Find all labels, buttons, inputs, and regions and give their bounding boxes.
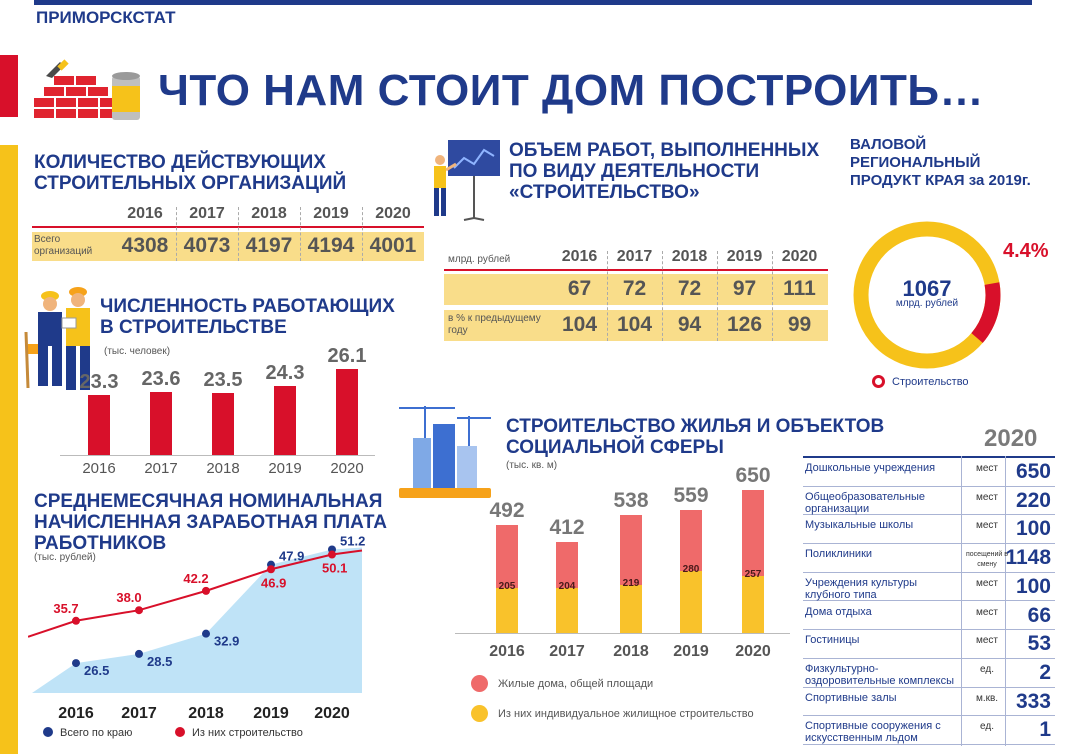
- salary-constr-label: 35.7: [53, 600, 79, 616]
- salary-total-point: [202, 630, 210, 638]
- workers-bar-label: 26.1: [327, 345, 367, 367]
- salary-title-line2: НАЧИСЛЕННАЯ ЗАРАБОТНАЯ ПЛАТА: [34, 512, 388, 533]
- salary-x-label: 2020: [314, 705, 350, 722]
- housing-total-label: 412: [549, 516, 585, 540]
- orgs-year: 2020: [375, 205, 411, 222]
- workers-unit: (тыс. человек): [104, 346, 171, 357]
- salary-constr-label: 46.9: [261, 575, 287, 591]
- works-value: 111: [783, 277, 816, 300]
- salary-constr-label: 42.2: [183, 570, 209, 586]
- workers-axis: [60, 455, 375, 456]
- social-row-name: Гостиницы: [805, 634, 860, 647]
- works-value: 67: [567, 277, 592, 300]
- housing-legend-ind-marker: [471, 705, 488, 722]
- works-year: 2018: [671, 248, 708, 265]
- housing-total-label: 492: [489, 498, 525, 522]
- social-row-value: 333: [1015, 689, 1051, 713]
- housing-total-label: 650: [735, 464, 771, 487]
- workers-bar: [274, 386, 296, 455]
- salary-total-point: [135, 650, 143, 658]
- social-row: [803, 688, 1055, 717]
- social-row-value: 220: [1015, 488, 1051, 512]
- social-row-unit: мест: [975, 463, 999, 474]
- salary-legend-total-marker: [43, 727, 53, 737]
- works-pct-value: 104: [616, 313, 653, 336]
- housing-title: [506, 416, 884, 458]
- salary-constr-point: [267, 565, 275, 573]
- workers-x-label: 2019: [268, 460, 302, 477]
- social-row-value: 66: [1027, 603, 1051, 627]
- social-row: [803, 630, 1055, 659]
- social-row-unit: ед.: [980, 721, 994, 733]
- works-pct-label: в % к предыдущему году: [448, 313, 541, 336]
- housing-legend-total-marker: [471, 675, 488, 692]
- works-year: 2016: [561, 248, 598, 265]
- grp-title-line3: ПРОДУКТ КРАЯ за 2019г.: [850, 172, 1031, 189]
- social-row-value: 53: [1027, 632, 1051, 656]
- salary-title-line1: СРЕДНЕМЕСЯЧНАЯ НОМИНАЛЬНАЯ: [34, 491, 383, 512]
- housing-x-label: 2018: [613, 643, 649, 660]
- orgs-header-rule: [32, 226, 424, 228]
- salary-x-label: 2016: [58, 705, 94, 722]
- salary-unit: (тыс. рублей): [34, 552, 96, 563]
- works-value: 72: [622, 277, 647, 300]
- salary-total-label: 26.5: [84, 663, 110, 679]
- grp-title-line1: ВАЛОВОЙ: [850, 136, 927, 153]
- orgs-value: 4073: [183, 234, 231, 257]
- salary-title-line3: РАБОТНИКОВ: [34, 533, 167, 554]
- social-row-value: 100: [1015, 574, 1051, 598]
- salary-total-label: 47.9: [279, 548, 305, 564]
- housing-x-label: 2016: [489, 643, 525, 660]
- salary-constr-point: [72, 617, 80, 625]
- salary-constr-point: [328, 551, 336, 559]
- social-row-value: 1: [1039, 718, 1051, 742]
- workers-x-label: 2018: [206, 460, 240, 477]
- salary-legend-constr-label: Из них строительство: [192, 727, 303, 739]
- housing-x-label: 2019: [673, 643, 709, 660]
- housing-ind-bar: [742, 576, 764, 633]
- social-row-name: Спортивные залы: [805, 691, 897, 704]
- salary-total-label: 28.5: [147, 653, 173, 669]
- salary-total-label: 32.9: [214, 633, 240, 649]
- salary-x-label: 2019: [253, 705, 289, 722]
- top-rule: [34, 0, 1032, 5]
- social-row: [803, 458, 1055, 487]
- orgs-year: 2017: [189, 205, 225, 222]
- housing-ind-bar: [680, 571, 702, 633]
- workers-bar-label: 23.6: [141, 367, 181, 390]
- housing-ind-label: 280: [682, 564, 700, 576]
- social-row: [803, 659, 1055, 688]
- orgs-title-line2: СТРОИТЕЛЬНЫХ ОРГАНИЗАЦИЙ: [34, 173, 347, 194]
- social-row-name: Дошкольные учреждения: [805, 462, 936, 474]
- works-unit-label: млрд. рублей: [448, 254, 511, 265]
- social-row: [803, 573, 1055, 602]
- social-row-unit: м.кв.: [975, 692, 999, 704]
- orgs-year: 2018: [251, 205, 287, 222]
- works-title-line3: «СТРОИТЕЛЬСТВО»: [509, 182, 700, 203]
- orgs-year: 2016: [127, 205, 163, 222]
- works-year: 2019: [726, 248, 763, 265]
- left-accent-red: [0, 55, 18, 117]
- workers-bar: [336, 369, 358, 455]
- works-pct-value: 104: [561, 313, 598, 336]
- salary-constr-label: 38.0: [116, 590, 142, 606]
- housing-ind-label: 204: [558, 581, 576, 593]
- social-row-name: Музыкальные школы: [805, 519, 914, 532]
- grp-legend-marker: [872, 375, 885, 388]
- works-header-rule: [444, 269, 828, 271]
- works-value: 72: [677, 277, 702, 300]
- housing-x-label: 2017: [549, 643, 585, 660]
- workers-title-line1: ЧИСЛЕННОСТЬ РАБОТАЮЩИХ: [100, 296, 395, 317]
- org-name: ПРИМОРСКСТАТ: [36, 8, 176, 27]
- social-row-unit: посещений в смену: [966, 551, 1008, 569]
- housing-ind-label: 257: [744, 569, 762, 581]
- orgs-title: [34, 152, 346, 194]
- social-row-unit: мест: [975, 520, 999, 532]
- social-row-unit: мест: [975, 606, 999, 618]
- salary-x-label: 2018: [188, 705, 224, 722]
- social-row-value: 1148: [1005, 546, 1051, 570]
- social-row-unit: мест: [975, 577, 999, 589]
- works-pct-value: 94: [677, 313, 702, 336]
- salary-legend-total-label: Всего по краю: [60, 727, 133, 739]
- works-value: 97: [732, 277, 757, 300]
- housing-ind-label: 205: [498, 580, 516, 592]
- housing-total-label: 559: [673, 484, 709, 508]
- social-row: [803, 487, 1055, 516]
- social-row-name: Учреждения культуры клубного типа: [805, 576, 918, 601]
- grp-center-value: 1067: [902, 276, 952, 301]
- housing-x-label: 2020: [735, 643, 771, 660]
- orgs-row-label: Всего организаций: [34, 234, 93, 257]
- housing-total-label: 538: [613, 488, 649, 512]
- left-accent-yellow: [0, 145, 18, 754]
- workers-bar-label: 23.3: [79, 370, 119, 393]
- workers-x-label: 2017: [144, 460, 178, 477]
- workers-title-line2: В СТРОИТЕЛЬСТВЕ: [100, 317, 287, 338]
- grp-share-label: 4.4%: [1003, 240, 1049, 262]
- housing-ind-bar: [556, 588, 578, 633]
- social-row-name: Спортивные сооружения с искусственным льдом: [805, 720, 941, 745]
- workers-title: [100, 296, 395, 338]
- works-year: 2020: [781, 248, 818, 265]
- social-row: [803, 515, 1055, 544]
- housing-ind-label: 219: [622, 577, 640, 589]
- housing-title-line1: СТРОИТЕЛЬСТВО ЖИЛЬЯ И ОБЪЕКТОВ: [506, 416, 885, 437]
- social-row-unit: ед.: [980, 663, 994, 675]
- housing-legend-total-label: Жилые дома, общей площади: [498, 678, 654, 690]
- social-row-value: 650: [1015, 460, 1051, 483]
- works-table: [444, 247, 828, 343]
- housing-title-line2: СОЦИАЛЬНОЙ СФЕРЫ: [506, 437, 724, 458]
- social-row-name: Общеобразовательные организации: [805, 490, 925, 515]
- works-pct-value: 99: [787, 313, 812, 336]
- grp-title: [850, 136, 1031, 190]
- housing-axis: [455, 633, 790, 634]
- salary-total-point: [72, 659, 80, 667]
- grp-legend-label: Строительство: [892, 376, 969, 388]
- social-row-unit: мест: [975, 635, 999, 647]
- workers-bar-label: 23.5: [203, 368, 243, 391]
- salary-x-label: 2017: [121, 705, 157, 722]
- salary-total-label: 51.2: [340, 533, 366, 549]
- orgs-value: 4194: [307, 234, 355, 257]
- housing-legend-ind-label: Из них индивидуальное жилищное строительство: [498, 708, 754, 720]
- workers-bar: [150, 392, 172, 455]
- salary-constr-point: [202, 587, 210, 595]
- social-row-value: 100: [1015, 517, 1051, 541]
- housing-ind-bar: [496, 588, 518, 633]
- brick-wall-icon: [34, 58, 144, 124]
- grp-title-line2: РЕГИОНАЛЬНЫЙ: [850, 154, 981, 171]
- workers-x-label: 2020: [330, 460, 364, 477]
- social-row-name: Дома отдыха: [805, 605, 872, 618]
- social-row-value: 2: [1039, 660, 1051, 684]
- orgs-title-line1: КОЛИЧЕСТВО ДЕЙСТВУЮЩИХ: [34, 152, 326, 173]
- orgs-value: 4001: [369, 234, 417, 257]
- salary-legend-constr-marker: [175, 727, 185, 737]
- social-row: [803, 544, 1055, 573]
- grp-center-unit: млрд. рублей: [895, 298, 959, 309]
- social-row-name: Поликлиники: [805, 548, 873, 561]
- salary-constr-label: 50.1: [322, 560, 348, 576]
- works-title: [509, 140, 819, 203]
- orgs-year: 2019: [313, 205, 349, 222]
- works-year: 2017: [616, 248, 653, 265]
- salary-constr-point: [135, 606, 143, 614]
- orgs-value: 4197: [245, 234, 293, 257]
- orgs-table: [32, 203, 424, 263]
- salary-area-chart: [28, 525, 372, 750]
- works-pct-value: 126: [726, 313, 763, 336]
- social-row-unit: мест: [975, 491, 999, 503]
- workers-bar-label: 24.3: [265, 361, 305, 384]
- social-row: [803, 716, 1055, 745]
- social-row: [803, 602, 1055, 631]
- page-title: ЧТО НАМ СТОИТ ДОМ ПОСТРОИТЬ…: [158, 66, 984, 115]
- works-title-line1: ОБЪЕМ РАБОТ, ВЫПОЛНЕННЫХ: [509, 140, 820, 161]
- social-row-name: Физкультурно-оздоровительные комплексы: [805, 662, 954, 687]
- workers-bar: [88, 395, 110, 455]
- workers-x-label: 2016: [82, 460, 116, 477]
- works-title-line2: ПО ВИДУ ДЕЯТЕЛЬНОСТИ: [509, 161, 760, 182]
- housing-ind-bar: [620, 585, 642, 633]
- workers-bar: [212, 393, 234, 455]
- housing-unit: (тыс. кв. м): [506, 460, 558, 471]
- social-year: 2020: [984, 425, 1038, 452]
- orgs-value: 4308: [121, 234, 169, 257]
- presenter-board-icon: [430, 138, 504, 222]
